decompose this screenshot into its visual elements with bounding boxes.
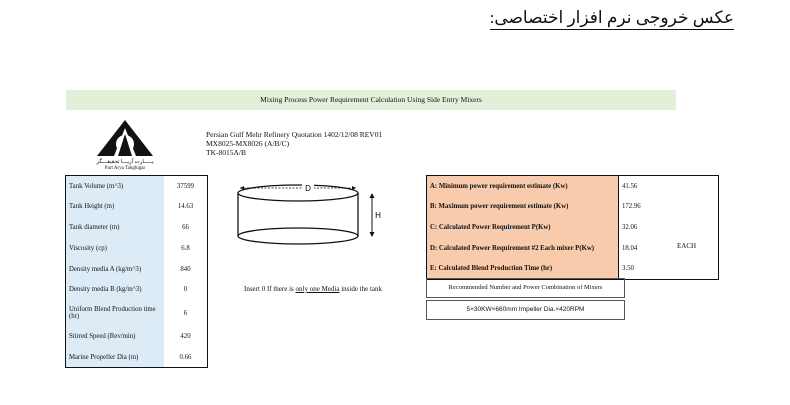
result-row-blend-time	[427, 259, 719, 280]
input-label: Uniform Blend Production time (hr)	[66, 300, 165, 326]
stirred-speed-input[interactable]: 420	[180, 333, 191, 341]
result-label: A: Minimum power requirement estimate (Kw)	[427, 176, 619, 197]
result-label: B: Maximum power requirement estimate (Kw)	[427, 196, 619, 217]
result-row-min-power	[427, 176, 719, 197]
result-label: C: Calculated Power Requirement P(Kw)	[427, 217, 619, 238]
input-label: Tank Volume (m^3)	[66, 176, 165, 197]
project-info	[206, 130, 382, 157]
result-value: 18.04	[619, 238, 719, 259]
each-label: EACH	[677, 242, 697, 250]
input-row-blend-time	[66, 300, 208, 326]
results-table	[426, 175, 719, 280]
input-label: Tank Height (m)	[66, 196, 165, 217]
input-label: Viscosity (cp)	[66, 238, 165, 259]
project-tank: TK-8015A/B	[206, 148, 246, 157]
input-row-tank-height	[66, 196, 208, 217]
input-row-propeller-dia	[66, 347, 208, 368]
note-emphasis: only one Media	[295, 285, 340, 293]
result-value: 172.96	[619, 196, 719, 217]
input-label: Tank diameter (m)	[66, 217, 165, 238]
recommendation-value: 5×30KW×660mm Impeller Dia.×420RPM	[426, 300, 625, 320]
input-row-tank-volume	[66, 176, 208, 197]
project-mixers: MX8025-MX8026 (A/B/C)	[206, 139, 290, 148]
input-label: Marine Propeller Dia (m)	[66, 347, 165, 368]
input-label: Stirred Speed (Rev/min)	[66, 326, 165, 347]
height-label: H	[375, 211, 381, 220]
company-logo	[92, 118, 158, 182]
input-row-stirred-speed	[66, 326, 208, 347]
tank-diameter-input[interactable]: 66	[182, 223, 189, 231]
result-label: D: Calculated Power Requirement #2 Each mixer P(Kw)	[427, 238, 619, 259]
input-row-density-b	[66, 279, 208, 300]
input-label: Density media B (kg/m^3)	[66, 279, 165, 300]
result-value: 3.50	[619, 259, 719, 280]
result-row-power-each-mixer	[427, 238, 719, 259]
logo-persian-name: پـــــارت آریـــا تحقیقـــگر	[96, 159, 154, 165]
tank-volume-input[interactable]: 37599	[177, 182, 194, 190]
logo-english-name: Part Arya Tahghigar	[104, 166, 146, 171]
note-prefix: Insert 0 If there is	[244, 285, 296, 293]
diameter-label: D	[305, 184, 311, 193]
input-row-viscosity	[66, 238, 208, 259]
propeller-dia-input[interactable]: 0.66	[179, 353, 192, 361]
result-row-calculated-power	[427, 217, 719, 238]
recommendation-title: Recommended Number and Power Combination of Mixers	[426, 278, 625, 298]
input-label: Density media A (kg/m^3)	[66, 259, 165, 280]
result-value: 41.56	[619, 176, 719, 197]
density-b-input[interactable]: 0	[183, 286, 188, 294]
input-row-density-a	[66, 259, 208, 280]
tank-diagram	[228, 180, 388, 258]
result-value: 32.06	[619, 217, 719, 238]
density-note	[244, 285, 382, 293]
result-label: E: Calculated Blend Production Time (hr)	[427, 259, 619, 280]
input-row-tank-diameter	[66, 217, 208, 238]
sheet-title-banner: Mixing Process Power Requirement Calculation Using Side Entry Mixers	[66, 90, 676, 110]
logo-mark-icon	[92, 118, 158, 160]
viscosity-input[interactable]: 6.8	[181, 244, 190, 252]
result-row-max-power	[427, 196, 719, 217]
density-a-input[interactable]: 840	[180, 265, 191, 273]
page-caption: عکس خروجی نرم افزار اختصاصی:	[490, 8, 734, 30]
project-quotation: Persian Gulf Mehr Refinery Quotation 1402/12/08 REV01	[206, 130, 383, 139]
tank-height-input[interactable]: 14.63	[177, 203, 194, 211]
input-parameters-table	[65, 175, 208, 368]
blend-time-input[interactable]: 6	[183, 309, 188, 317]
note-suffix: inside the tank	[339, 285, 383, 293]
